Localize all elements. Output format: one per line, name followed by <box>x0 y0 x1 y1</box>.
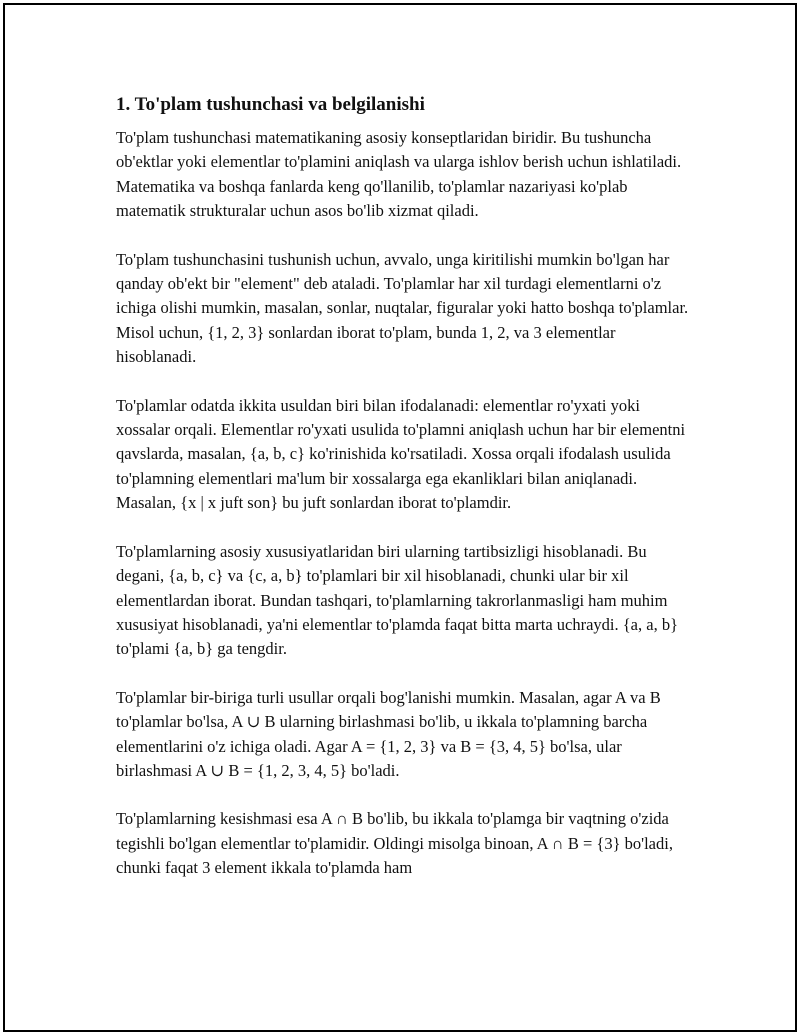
paragraph-1: To'plam tushunchasi matematikaning asosiy konseptlaridan biridir. Bu tushuncha ob'ektlar yoki elementlar to'plamini aniqlash va ularga ishlov berish uchun ishlatiladi. Matematika va boshqa fanlarda keng qo'llanilib, to'plamlar nazariyasi ko'plab matematik strukturalar uchun asos bo'lib xizmat qiladi. <box>116 128 682 221</box>
paragraph-3: To'plamlar odatda ikkita usuldan biri bilan ifodalanadi: elementlar ro'yxati yoki xossalar orqali. Elementlar ro'yxati usulida to'plamni aniqlash uchun har bir elementni qavslarda, masalan, {a, b, c} ko'rinishida ko'rsatiladi. Xossa orqali ifodalash usulida to'plamning elementlari ma'lum bir xossalarga ega ekanliklari bilan aniqlanadi. Masalan, {x | x juft son} bu juft sonlardan iborat to'plamdir. <box>116 395 686 513</box>
document-body <box>116 92 696 905</box>
paragraph-4: To'plamlarning asosiy xususiyatlaridan biri ularning tartibsizligi hisoblanadi. Bu degani, {a, b, c} va {c, a, b} to'plamlari bir xil hisoblanadi, chunki ular bir xil elementlardan iborat. Bundan tashqari, to'plamlarning takrorlanmasligi ham muhim xususiyat hisoblanadi, ya'ni elementlar to'plamda faqat bitta marta uchraydi. {a, a, b} to'plami {a, b} ga tengdir. <box>116 541 678 659</box>
paragraph-6: To'plamlarning kesishmasi esa A ∩ B bo'lib, bu ikkala to'plamga bir vaqtning o'zida tegishli bo'lgan elementlar to'plamidir. Oldingi misolga binoan, A ∩ B = {3} bo'ladi, chunki faqat 3 element ikkala to'plamda ham <box>116 809 673 878</box>
paragraph-5: To'plamlar bir-biriga turli usullar orqali bog'lanishi mumkin. Masalan, agar A va B to'plamlar bo'lsa, A ∪ B ularning birlashmasi bo'lib, u ikkala to'plamning barcha elementlarini o'z ichiga oladi. Agar A = {1, 2, 3} va B = {3, 4, 5} bo'lsa, ular birlashmasi A ∪ B = {1, 2, 3, 4, 5} bo'ladi. <box>116 687 661 780</box>
paragraph-2: To'plam tushunchasini tushunish uchun, avvalo, unga kiritilishi mumkin bo'lgan har qanday ob'ekt bir "element" deb ataladi. To'plamlar har xil turdagi elementlarni o'z ichiga olishi mumkin, masalan, sonlar, nuqtalar, figuralar yoki hatto boshqa to'plamlar. Misol uchun, {1, 2, 3} sonlardan iborat to'plam, bunda 1, 2, va 3 elementlar hisoblanadi. <box>116 249 689 367</box>
section-heading: 1. To'plam tushunchasi va belgilanishi <box>116 94 425 115</box>
